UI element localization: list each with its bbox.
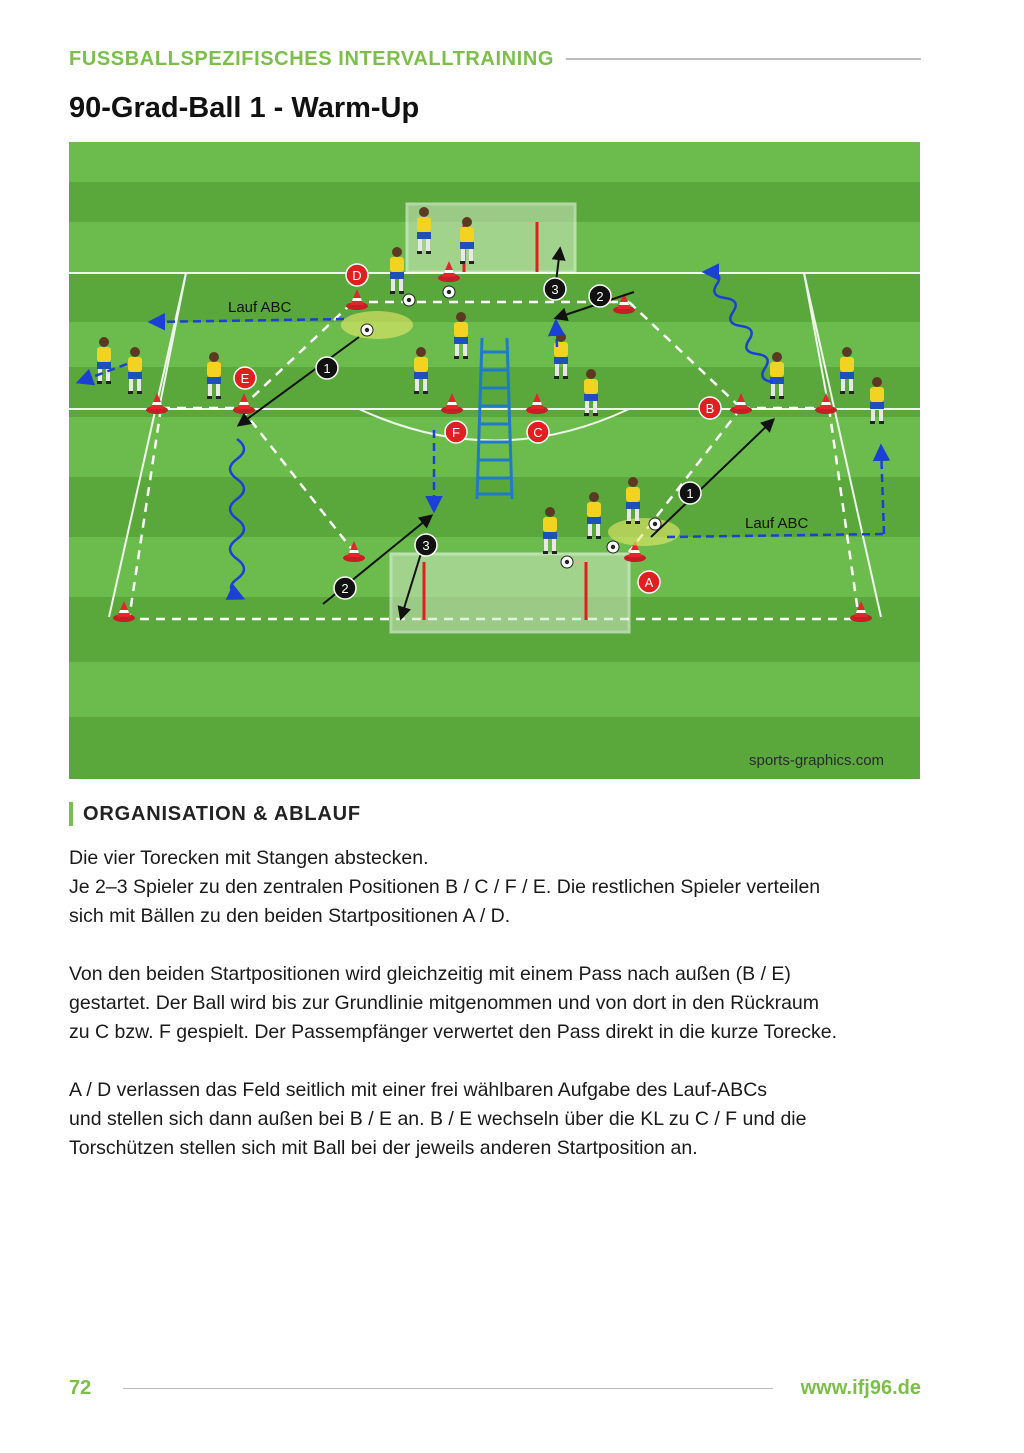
svg-text:B: B [705, 401, 715, 416]
position-marker-c [527, 421, 549, 443]
svg-text:1: 1 [686, 486, 694, 501]
text-line: Von den beiden Startpositionen wird gleichzeitig mit einem Pass nach außen (B / E) [69, 963, 791, 985]
header-rule [566, 58, 921, 60]
watermark: sports-graphics.com [749, 752, 885, 769]
running-header [69, 44, 921, 74]
section-heading-text: ORGANISATION & ABLAUF [83, 802, 361, 825]
step-marker-top-2 [589, 285, 611, 307]
step-marker-top-1 [316, 357, 338, 379]
svg-text:3: 3 [551, 282, 559, 297]
svg-text:F: F [452, 425, 460, 440]
body-text [69, 844, 929, 1192]
position-marker-f [445, 421, 467, 443]
paragraph-sequence [69, 960, 929, 1047]
text-line: sich mit Bällen zu den beiden Startpositionen A / D. [69, 905, 511, 927]
svg-text:E: E [240, 371, 250, 386]
page-number: 72 [69, 1376, 92, 1399]
svg-text:3: 3 [422, 538, 430, 553]
svg-text:D: D [352, 268, 362, 283]
section-heading-bar [69, 802, 73, 826]
position-marker-e [234, 367, 256, 389]
svg-text:1: 1 [323, 361, 331, 376]
svg-text:2: 2 [341, 581, 349, 596]
page-title: 90-Grad-Ball 1 - Warm-Up [69, 92, 420, 124]
svg-text:A: A [644, 575, 654, 590]
svg-text:C: C [533, 425, 543, 440]
step-marker-bottom-1 [679, 482, 701, 504]
text-line: Torschützen stellen sich mit Ball bei der jeweils anderen Startposition an. [69, 1137, 698, 1159]
svg-text:2: 2 [596, 289, 604, 304]
run-label-top: Lauf ABC [228, 299, 292, 316]
text-line: gestartet. Der Ball wird bis zur Grundlinie mitgenommen und von dort in den Rückraum [69, 992, 820, 1014]
bottom-goal [391, 554, 629, 632]
step-marker-bottom-3 [415, 534, 437, 556]
paragraph-setup [69, 844, 929, 931]
drill-diagram-svg [69, 142, 920, 779]
footer-rule [123, 1388, 772, 1389]
text-line: und stellen sich dann außen bei B / E an. B / E wechseln über die KL zu C / F und die [69, 1108, 807, 1130]
step-marker-bottom-2 [334, 577, 356, 599]
drill-diagram [69, 142, 920, 779]
paragraph-rotation [69, 1076, 929, 1163]
text-line: Je 2–3 Spieler zu den zentralen Positionen B / C / F / E. Die restlichen Spieler verteilen [69, 876, 821, 898]
position-marker-b [699, 397, 721, 419]
top-goal [407, 204, 575, 272]
running-header-title: FUSSBALLSPEZIFISCHES INTERVALLTRAINING [69, 47, 555, 70]
step-marker-top-3 [544, 278, 566, 300]
position-marker-a [638, 571, 660, 593]
page-footer [69, 1375, 921, 1401]
text-line: A / D verlassen das Feld seitlich mit einer frei wählbaren Aufgabe des Lauf-ABCs [69, 1079, 768, 1101]
section-heading [69, 802, 361, 826]
footer-url[interactable]: www.ifj96.de [800, 1376, 921, 1399]
text-line: zu C bzw. F gespielt. Der Passempfänger verwertet den Pass direkt in die kurze Torecke. [69, 1021, 838, 1043]
run-label-bottom: Lauf ABC [745, 515, 809, 532]
position-marker-d [346, 264, 368, 286]
text-line: Die vier Torecken mit Stangen abstecken. [69, 847, 429, 869]
